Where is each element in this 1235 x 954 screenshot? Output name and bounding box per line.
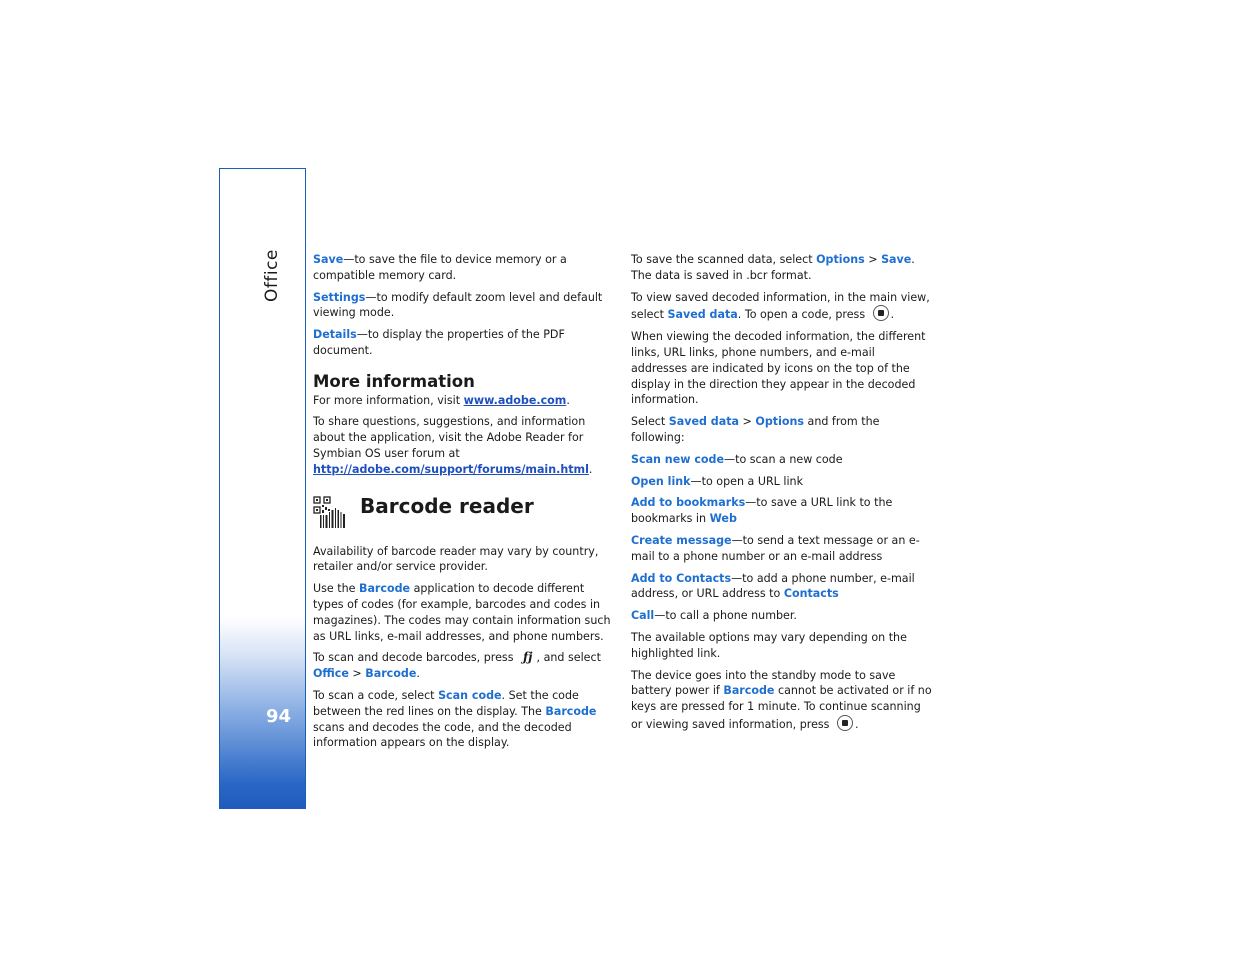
viewing-paragraph: When viewing the decoded information, the different links, URL links, phone numbers, and e-mail addresses are indicated by icons on the top of the display in the direction they appear in the decoded information.: [631, 330, 926, 407]
left-column: [313, 252, 613, 757]
option-add-to-contacts: Add to Contacts—to add a phone number, e-mail address, or URL address to Contacts: [631, 571, 915, 601]
barcode-link-3[interactable]: Barcode: [723, 684, 775, 698]
options-link-2[interactable]: Options: [755, 415, 804, 429]
option-settings: Settings—to modify default zoom level and default viewing mode.: [313, 290, 603, 320]
barcode-link-2[interactable]: Barcode: [545, 704, 597, 718]
page-number: 94: [266, 706, 292, 727]
forum-paragraph: To share questions, suggestions, and information about the application, visit the Adobe Reader for Symbian OS user forum at http://adobe.com/support/forums/main.html.: [313, 415, 593, 476]
right-column: [631, 252, 933, 739]
saved-data-link[interactable]: Saved data: [667, 308, 738, 322]
details-link[interactable]: Details: [313, 328, 357, 342]
contacts-link[interactable]: Contacts: [783, 587, 839, 601]
scan-code-link[interactable]: Scan code: [438, 688, 502, 702]
option-scan-new-code: Scan new code—to scan a new code: [631, 452, 843, 466]
barcode-reader-heading: Barcode reader: [360, 493, 534, 518]
view-saved-paragraph: To view saved decoded information, in the main view, select Saved data. To open a code, press .: [631, 290, 930, 322]
option-details: Details—to display the properties of the PDF document.: [313, 328, 565, 357]
forum-url-link[interactable]: http://adobe.com/support/forums/main.html: [313, 462, 589, 476]
adobe-url-link[interactable]: www.adobe.com: [463, 393, 567, 407]
office-link[interactable]: Office: [313, 667, 349, 681]
select-key-icon-2: [837, 715, 853, 731]
create-message-link[interactable]: Create message: [631, 533, 732, 547]
option-add-to-bookmarks: Add to bookmarks—to save a URL link to the bookmarks in Web: [631, 496, 893, 526]
standby-paragraph: The device goes into the standby mode to save battery power if Barcode cannot be activated or if no keys are pressed for 1 minute. To continue scanning or viewing saved information, press .: [631, 668, 932, 731]
availability-paragraph: Availability of barcode reader may vary by country, retailer and/or service provider.: [313, 544, 599, 574]
scan-decode-paragraph: To scan and decode barcodes, press ƒj , and select Office > Barcode.: [313, 650, 601, 681]
select-paragraph: Select Saved data > Options and from the following:: [631, 415, 880, 444]
options-link[interactable]: Options: [816, 253, 865, 266]
scan-new-code-link[interactable]: Scan new code: [631, 452, 725, 466]
add-to-bookmarks-link[interactable]: Add to bookmarks: [631, 496, 746, 510]
available-options-paragraph: The available options may vary depending on the highlighted link.: [631, 630, 907, 660]
scan-code-paragraph: To scan a code, select Scan code. Set the code between the red lines on the display. The Barcode scans and decodes the code, and the decoded information appears on the display.: [313, 688, 597, 750]
save-scanned-paragraph: To save the scanned data, select Options > Save. The data is saved in .bcr format.: [631, 253, 915, 282]
save-option-link[interactable]: Save: [881, 253, 912, 266]
use-paragraph: Use the Barcode application to decode different types of codes (for example, barcodes and codes in magazines). The codes may contain information such as URL links, e-mail addresses, and phone numbers.: [313, 582, 611, 643]
call-link[interactable]: Call: [631, 609, 655, 623]
settings-link[interactable]: Settings: [313, 290, 366, 304]
barcode-link[interactable]: Barcode: [365, 667, 417, 681]
saved-data-link-2[interactable]: Saved data: [668, 415, 740, 429]
barcode-icon: [313, 496, 347, 530]
option-open-link: Open link—to open a URL link: [631, 474, 803, 488]
save-link[interactable]: Save: [313, 253, 344, 266]
add-to-contacts-link[interactable]: Add to Contacts: [631, 571, 732, 585]
barcode-app-link[interactable]: Barcode: [358, 582, 411, 596]
open-link-link[interactable]: Open link: [631, 474, 691, 488]
option-call: Call—to call a phone number.: [631, 609, 797, 623]
more-info-paragraph: For more information, visit www.adobe.com.: [313, 393, 570, 407]
menu-key-icon: ƒj: [523, 650, 533, 665]
option-save: Save—to save the file to device memory or a compatible memory card.: [313, 253, 567, 282]
option-create-message: Create message—to send a text message or an e-mail to a phone number or an e-mail address: [631, 533, 920, 563]
select-key-icon: [873, 305, 889, 321]
more-information-heading: More information: [313, 371, 475, 391]
barcode-reader-heading-row: [313, 494, 613, 532]
section-label: Office: [262, 249, 282, 302]
web-link[interactable]: Web: [709, 512, 737, 526]
